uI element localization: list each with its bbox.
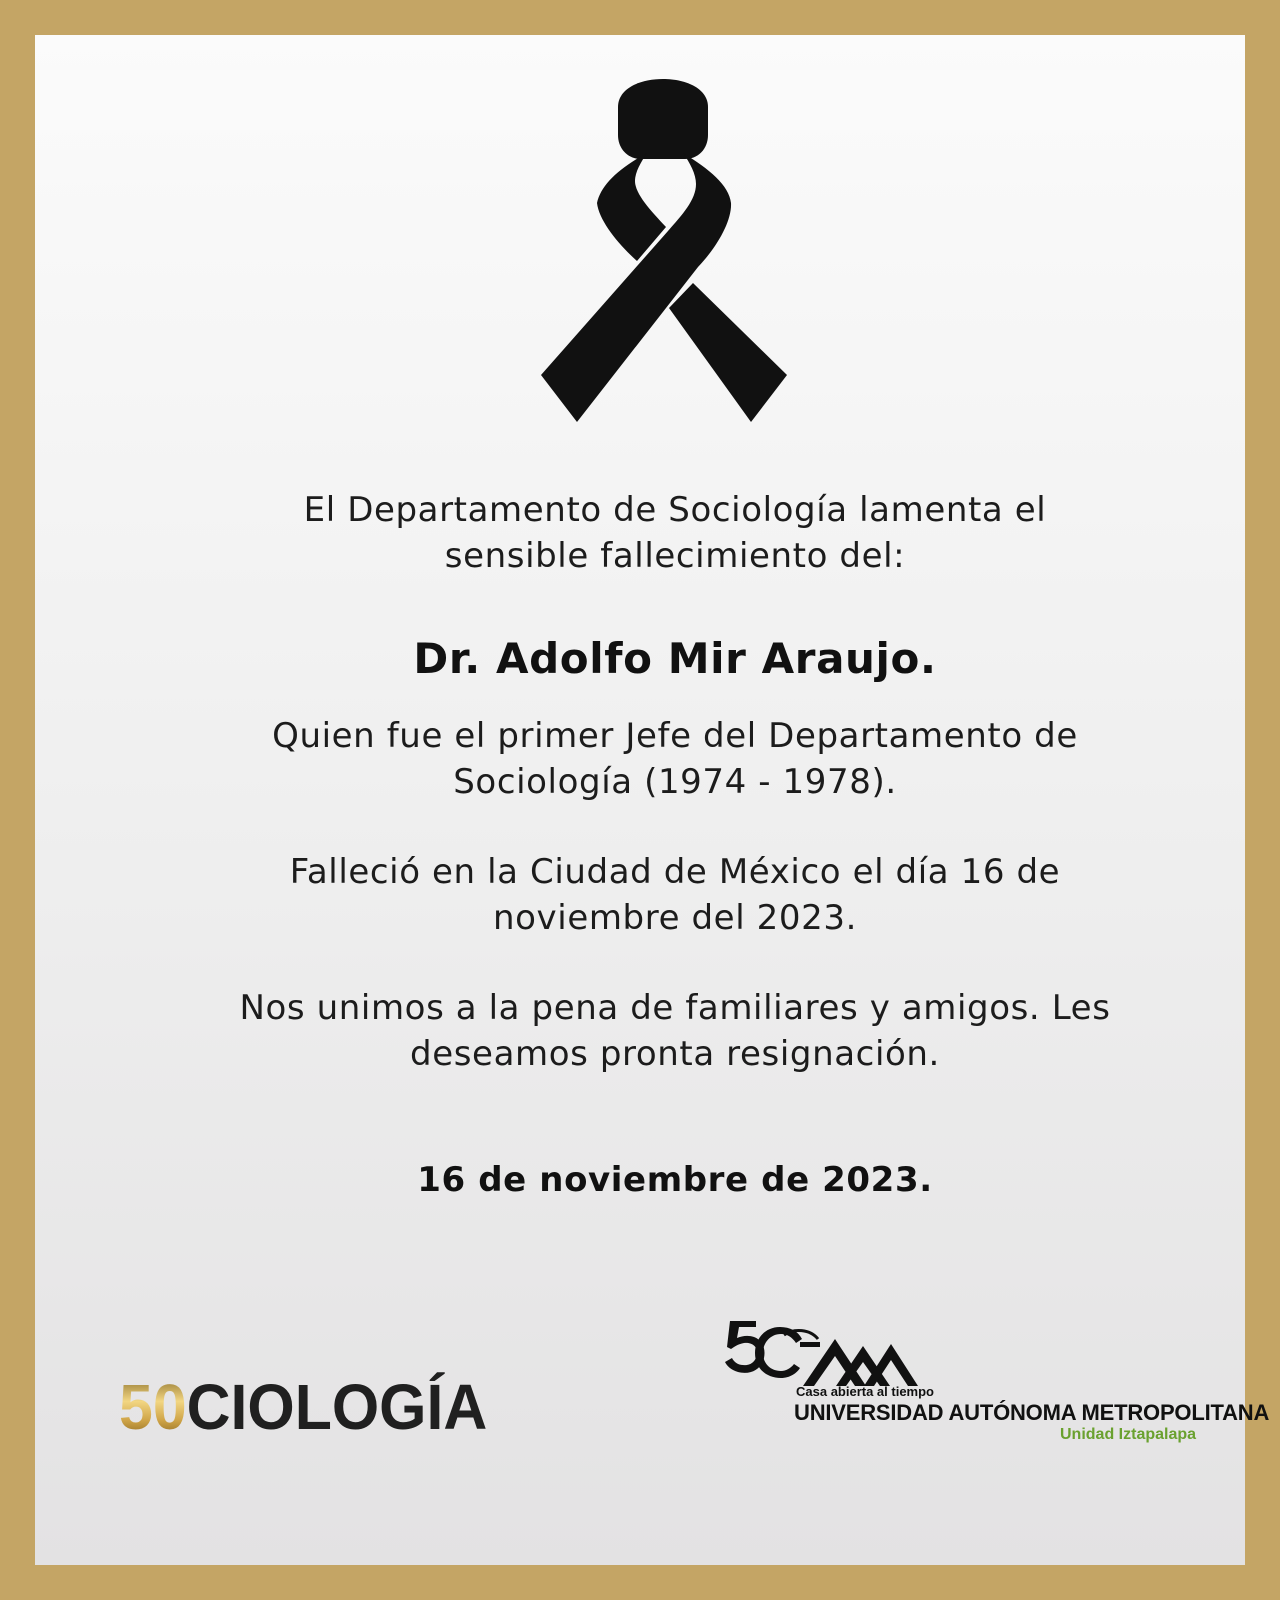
uam-university-name: UNIVERSIDAD AUTÓNOMA METROPOLITANA xyxy=(794,1400,1270,1425)
condolence-text xyxy=(115,985,1235,1077)
uam-logo xyxy=(724,1317,1270,1447)
death-line-1: Falleció en la Ciudad de México el día 16 de xyxy=(289,852,1061,892)
role-text xyxy=(115,713,1235,805)
role-line-2: Sociología (1974 - 1978). xyxy=(453,762,897,802)
uam-unit-name: Unidad Iztapalapa xyxy=(1060,1426,1197,1443)
intro-line-1: El Departamento de Sociología lamenta el xyxy=(303,490,1047,530)
death-text xyxy=(115,849,1235,941)
condolence-line-1: Nos unimos a la pena de familiares y amigos. Les xyxy=(239,988,1111,1028)
deceased-name: Dr. Adolfo Mir Araujo. xyxy=(413,634,937,683)
condolence-line-2: deseamos pronta resignación. xyxy=(410,1034,940,1074)
death-line-2: noviembre del 2023. xyxy=(493,898,857,938)
sociologia-logo-text: CIOLOGÍA xyxy=(186,1371,488,1443)
uam-tagline: Casa abierta al tiempo xyxy=(796,1384,934,1399)
intro-line-2: sensible fallecimiento del: xyxy=(444,536,906,576)
condolence-card xyxy=(35,35,1270,1565)
intro-text xyxy=(115,487,1235,579)
uam-50-logo-icon xyxy=(724,1317,919,1389)
notice-date: 16 de noviembre de 2023. xyxy=(417,1160,933,1200)
mourning-ribbon-icon xyxy=(513,77,813,422)
role-line-1: Quien fue el primer Jefe del Departamento de xyxy=(272,716,1078,756)
sociologia-50-logo xyxy=(119,1369,487,1445)
sociologia-logo-gold-number: 50 xyxy=(119,1371,187,1443)
